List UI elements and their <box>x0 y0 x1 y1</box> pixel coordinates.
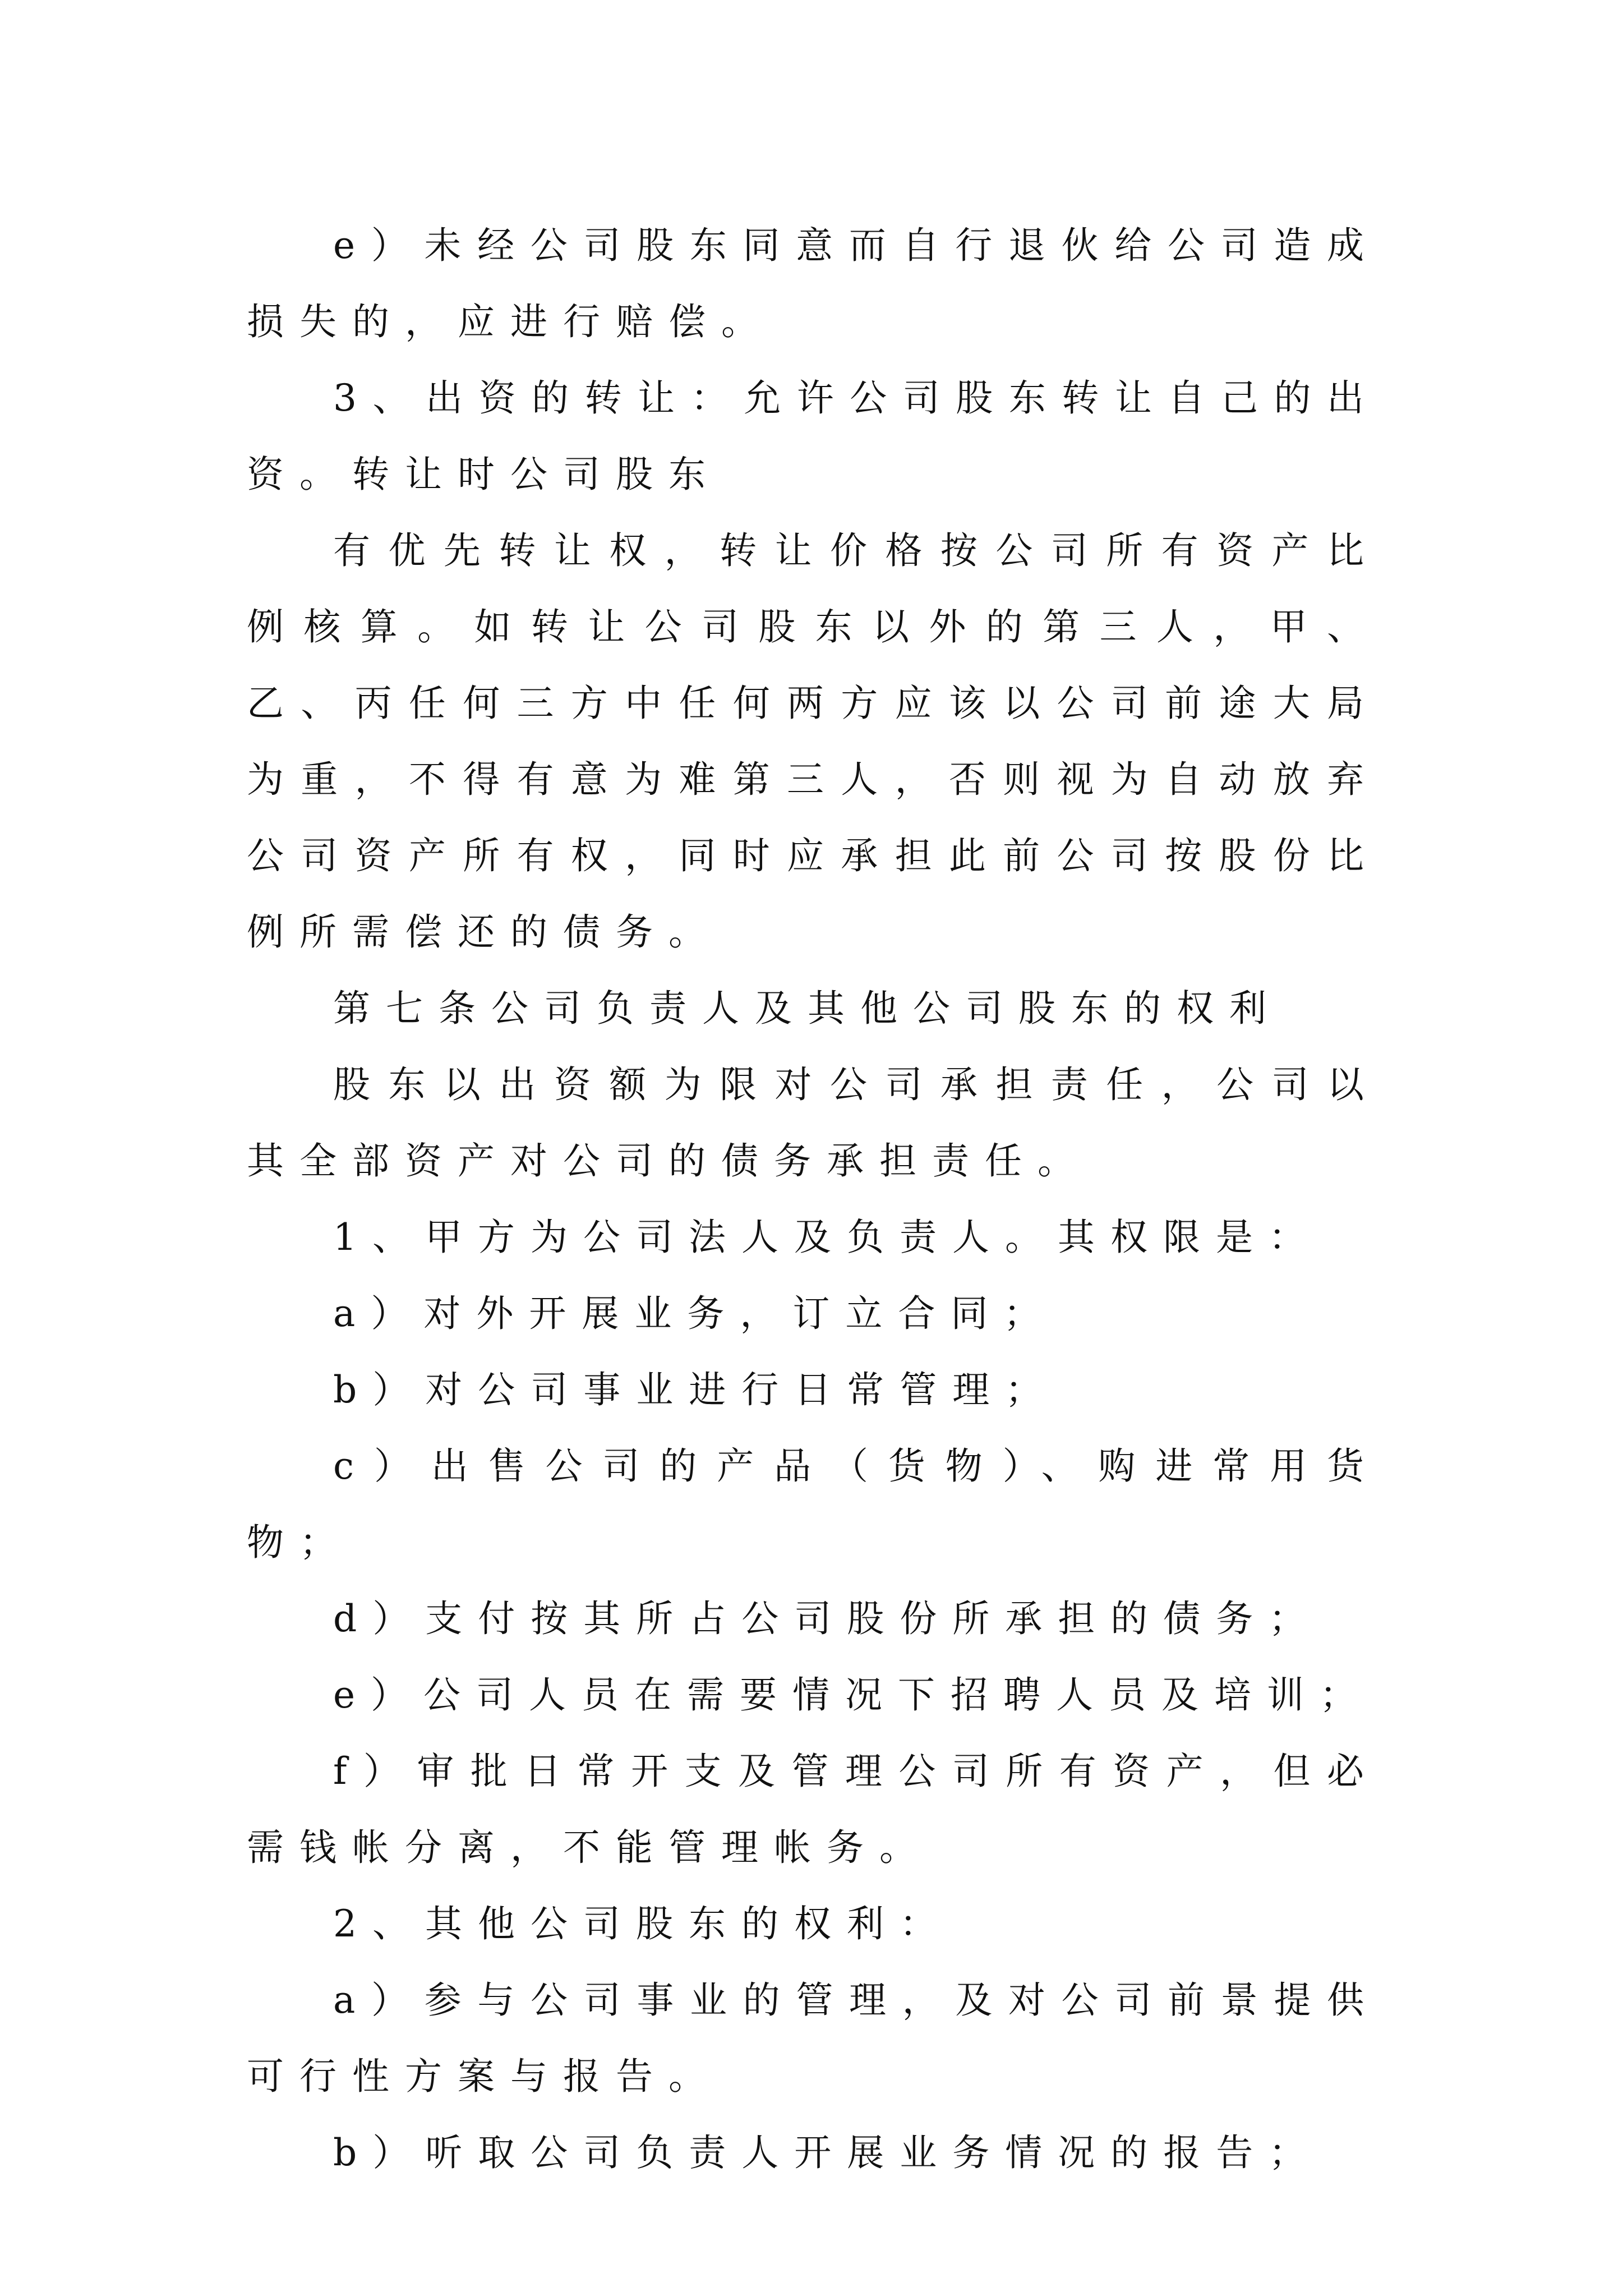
list-item: f）审批日常开支及管理公司所有资产，但必需钱帐分离，不能管理帐务。 <box>247 1750 1380 1869</box>
paragraph: 1、甲方为公司法人及负责人。其权限是： <box>333 1216 1321 1259</box>
paragraph: 3、出资的转让：允许公司股东转让自己的出资。转让时公司股东 <box>247 376 1380 496</box>
list-item: a）对外开展业务，订立合同； <box>333 1292 1057 1335</box>
paragraph: 2、其他公司股东的权利： <box>333 1902 952 1945</box>
document-body <box>247 208 1380 2191</box>
list-item: e）公司人员在需要情况下招聘人员及培训； <box>333 1673 1373 1717</box>
list-item: b）对公司事业进行日常管理； <box>333 1368 1058 1411</box>
paragraph: e）未经公司股东同意而自行退伙给公司造成损失的，应进行赔偿。 <box>247 224 1380 343</box>
section-heading: 第七条公司负责人及其他公司股东的权利 <box>333 987 1282 1030</box>
list-item: d）支付按其所占公司股份所承担的债务； <box>333 1597 1322 1640</box>
list-item: c）出售公司的产品（货物）、购进常用货物； <box>247 1444 1380 1564</box>
list-item: b）听取公司负责人开展业务情况的报告； <box>333 2131 1322 2174</box>
paragraph: 股东以出资额为限对公司承担责任，公司以其全部资产对公司的债务承担责任。 <box>247 1063 1380 1182</box>
list-item: a）参与公司事业的管理，及对公司前景提供可行性方案与报告。 <box>247 1978 1380 2098</box>
paragraph: 有优先转让权，转让价格按公司所有资产比例核算。如转让公司股东以外的第三人，甲、乙、丙任何三方中任何两方应该以公司前途大局为重，不得有意为难第三人，否则视为自动放弃公司资产所有权，同时应承担此前公司按股份比例所需偿还的债务。 <box>247 529 1380 954</box>
